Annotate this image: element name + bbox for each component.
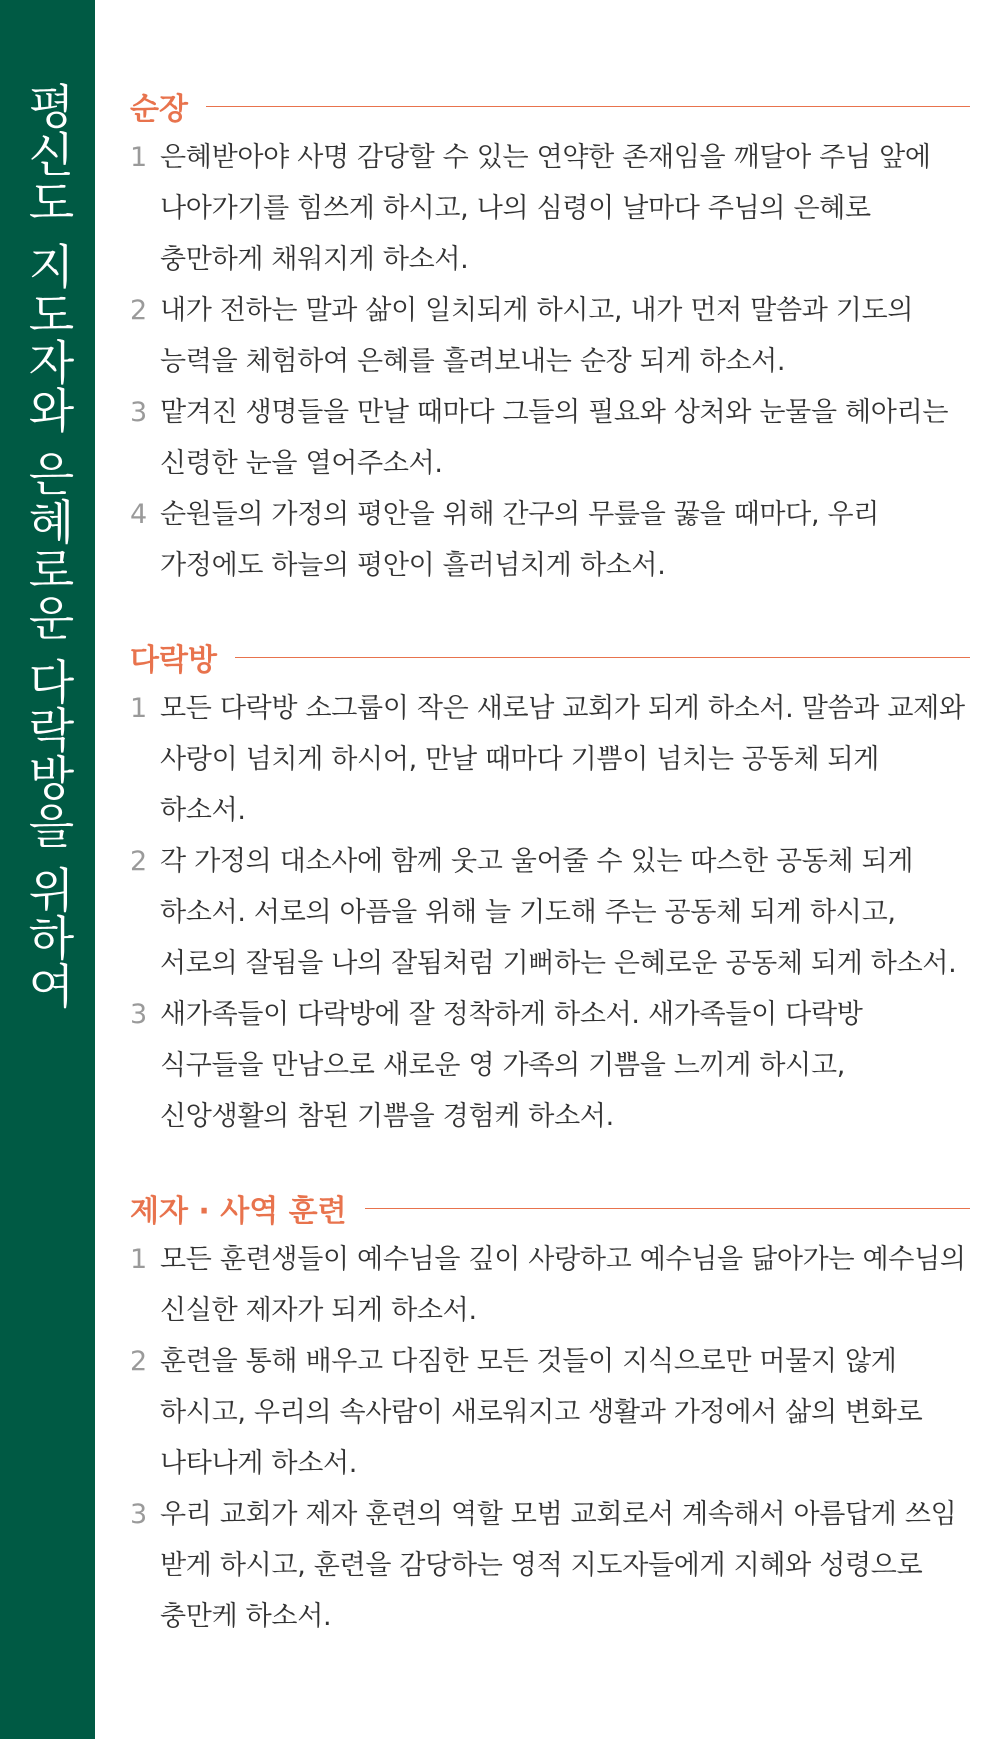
item-number: 3 [130, 397, 147, 428]
sidebar [0, 0, 95, 1739]
item-text: 훈련을 통해 배우고 다짐한 모든 것들이 지식으로만 머물지 않게 하시고, 우리의 속사람이 새로워지고 생활과 가정에서 삶의 변화로 나타나게 하소서. [160, 1346, 923, 1479]
list-item [130, 1336, 970, 1489]
list-item [130, 489, 970, 591]
list-item [130, 836, 970, 989]
item-number: 3 [130, 999, 147, 1030]
item-text: 은혜받아야 사명 감당할 수 있는 연약한 존재임을 깨달아 주님 앞에 나아가기를 힘쓰게 하시고, 나의 심령이 날마다 주님의 은혜로 충만하게 채워지게 하소서. [160, 142, 931, 275]
item-number: 1 [130, 1244, 147, 1275]
section-divider [365, 1208, 970, 1209]
list-item [130, 1234, 970, 1336]
item-text: 순원들의 가정의 평안을 위해 간구의 무릎을 꿇을 때마다, 우리 가정에도 하늘의 평안이 흘러넘치게 하소서. [160, 499, 880, 581]
item-number: 2 [130, 295, 147, 326]
section-title: 순장 [130, 92, 188, 127]
section-title: 다락방 [130, 643, 217, 678]
section-training [130, 1184, 970, 1642]
section-header [130, 633, 970, 681]
list-item [130, 1489, 970, 1642]
list-item [130, 285, 970, 387]
item-number: 2 [130, 846, 147, 877]
item-number: 1 [130, 142, 147, 173]
list-item [130, 683, 970, 836]
section-header [130, 82, 970, 130]
list-item [130, 387, 970, 489]
item-text: 맡겨진 생명들을 만날 때마다 그들의 필요와 상처와 눈물을 헤아리는 신령한 눈을 열어주소서. [160, 397, 949, 479]
list-item [130, 989, 970, 1142]
section-divider [235, 657, 970, 658]
section-title: 제자 · 사역 훈련 [130, 1194, 347, 1229]
item-text: 각 가정의 대소사에 함께 웃고 울어줄 수 있는 따스한 공동체 되게 하소서. 서로의 아픔을 위해 늘 기도해 주는 공동체 되게 하시고, 서로의 잘됨을 나의 잘됨처럼 기뻐하는 은혜로운 공동체 되게 하소서. [160, 846, 957, 979]
section-darakbang [130, 633, 970, 1142]
item-text: 내가 전하는 말과 삶이 일치되게 하시고, 내가 먼저 말씀과 기도의 능력을 체험하여 은혜를 흘려보내는 순장 되게 하소서. [160, 295, 914, 377]
item-number: 1 [130, 693, 147, 724]
list-item [130, 132, 970, 285]
item-text: 우리 교회가 제자 훈련의 역할 모범 교회로서 계속해서 아름답게 쓰임 받게 하시고, 훈련을 감당하는 영적 지도자들에게 지혜와 성령으로 충만케 하소서. [160, 1499, 957, 1632]
item-text: 모든 다락방 소그룹이 작은 새로남 교회가 되게 하소서. 말씀과 교제와 사랑이 넘치게 하시어, 만날 때마다 기쁨이 넘치는 공동체 되게 하소서. [160, 693, 965, 826]
item-text: 새가족들이 다락방에 잘 정착하게 하소서. 새가족들이 다락방 식구들을 만남으로 새로운 영 가족의 기쁨을 느끼게 하시고, 신앙생활의 참된 기쁨을 경험케 하소서. [160, 999, 863, 1132]
prayer-content [130, 82, 970, 1684]
section-divider [206, 106, 970, 107]
item-number: 4 [130, 499, 147, 530]
item-number: 3 [130, 1499, 147, 1530]
sidebar-title: 평신도 지도자와 은혜로운 다락방을 위하여 [20, 82, 75, 1010]
section-sunjang [130, 82, 970, 591]
section-header [130, 1184, 970, 1232]
item-text: 모든 훈련생들이 예수님을 깊이 사랑하고 예수님을 닮아가는 예수님의 신실한 제자가 되게 하소서. [160, 1244, 966, 1326]
item-number: 2 [130, 1346, 147, 1377]
